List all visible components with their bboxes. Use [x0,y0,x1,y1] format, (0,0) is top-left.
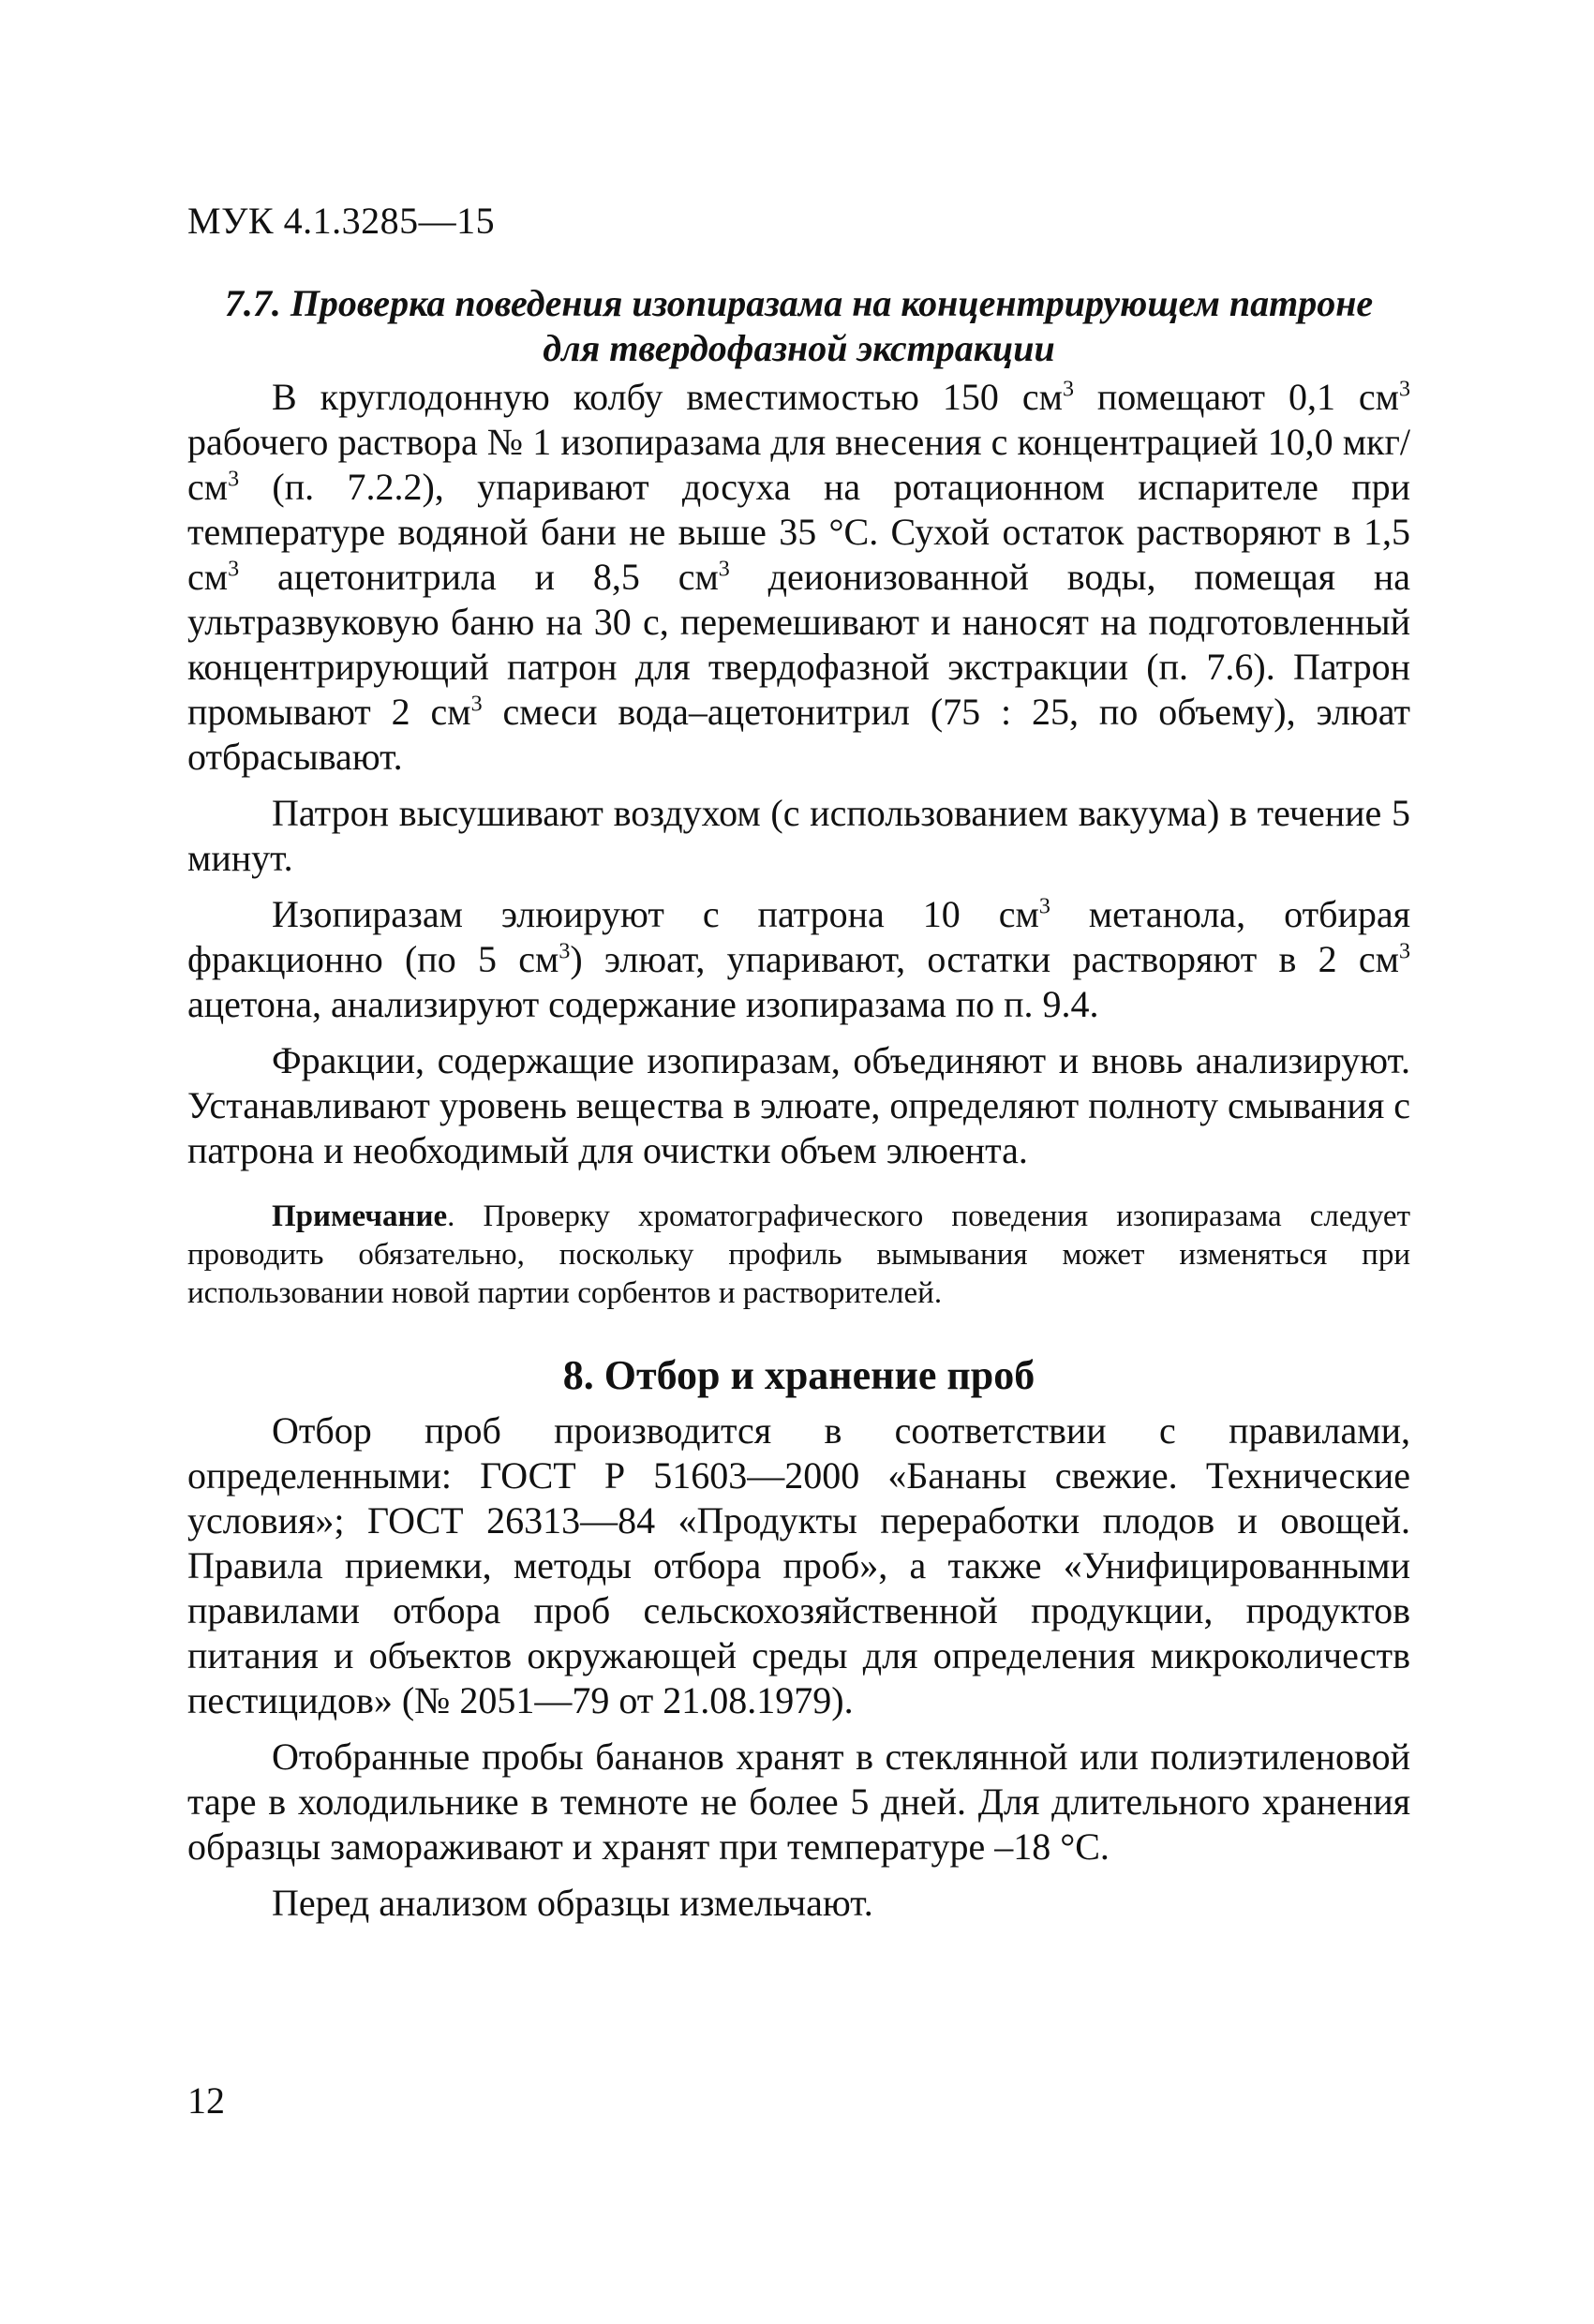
paragraph-storage: Отобранные пробы бананов хранят в стеклянной или полиэтиленовой таре в холодильнике в темноте не более 5 дней. Для длительного хранения образцы замораживают и хранят при температуре –18 °С. [187,1736,1410,1868]
superscript: 3 [559,939,571,964]
superscript: 3 [718,557,730,582]
text-segment: помещают 0,1 см [1073,376,1399,418]
paragraph-drying: Патрон высушивают воздухом (с использованием вакуума) в течение 5 минут. [187,792,1410,879]
paragraph-elution [187,892,1410,1027]
superscript: 3 [470,692,483,717]
superscript: 3 [228,467,240,492]
note-text: . Проверку хроматографического поведения изопиразама следует проводить обязательно, поскольку профиль вымывания может изменяться при использовании новой партии сорбентов и растворителей. [187,1199,1410,1310]
superscript: 3 [1062,377,1074,402]
section-8-title: 8. Отбор и хранение проб [562,1352,1035,1398]
subsection-title-line-1: 7.7. Проверка поведения изопиразама на концентрирующем патроне [224,282,1374,324]
superscript: 3 [1399,939,1410,964]
text-segment: метанола, отбирая фракционно (по 5 см [187,893,1410,980]
subsection-7-7-title [187,281,1410,371]
paragraph-sampling-rules: Отбор проб производится в соответствии с правилами, определенными: ГОСТ Р 51603—2000 «Бананы свежие. Технические условия»; ГОСТ 26313—84 «Продукты переработки плодов и овощей. Правила приемки, методы отбора проб», а также «Унифицированными правилами отбора проб сельскохозяйственной продукции, продуктов питания и объектов окружающей среды для определения микроколичеств пестицидов» (№ 2051—79 от 21.08.1979). [187,1409,1410,1721]
text-segment: ) элюат, упаривают, остатки растворяют в 2 см [570,938,1399,980]
text-segment: ацетонитрила и 8,5 см [239,556,719,598]
superscript: 3 [228,557,240,582]
text-segment: (п. 7.2.2), упаривают досуха на ротационном испарителе при температуре водяной бани не выше 35 °С. Сухой остаток растворяют в 1,5 см [187,466,1410,598]
text-segment: деионизованной воды, помещая на ультразвуковую баню на 30 с, перемешивают и наносят на подготовленный концентрирующий патрон для твердофазной экстракции (п. 7.6). Патрон промывают 2 см [187,556,1410,733]
text-segment: смеси вода–ацетонитрил (75 : 25, по объему), элюат отбрасывают. [187,691,1410,778]
text-segment: ацетона, анализируют содержание изопиразама по п. 9.4. [187,983,1099,1025]
document-code-header: МУК 4.1.3285—15 [187,200,496,242]
paragraph-sample-preparation [187,375,1410,780]
note-paragraph [187,1198,1410,1313]
text-segment: Изопиразам элюируют с патрона 10 см [272,893,1039,935]
text-segment: рабочего раствора № 1 изопиразама для внесения с концентрацией 10,0 мкг/см [187,421,1410,508]
text-segment: В круглодонную колбу вместимостью 150 см [272,376,1063,418]
note-label: Примечание [272,1199,448,1233]
superscript: 3 [1399,377,1410,402]
subsection-title-line-2: для твердофазной экстракции [543,327,1055,369]
paragraph-grinding: Перед анализом образцы измельчают. [272,1882,873,1924]
superscript: 3 [1038,894,1050,919]
paragraph-fractions: Фракции, содержащие изопиразам, объединяют и вновь анализируют. Устанавливают уровень вещества в элюате, определяют полноту смывания с патрона и необходимый для очистки объем элюента. [187,1039,1410,1171]
page-number: 12 [187,2079,225,2122]
page-content [187,281,1410,1937]
